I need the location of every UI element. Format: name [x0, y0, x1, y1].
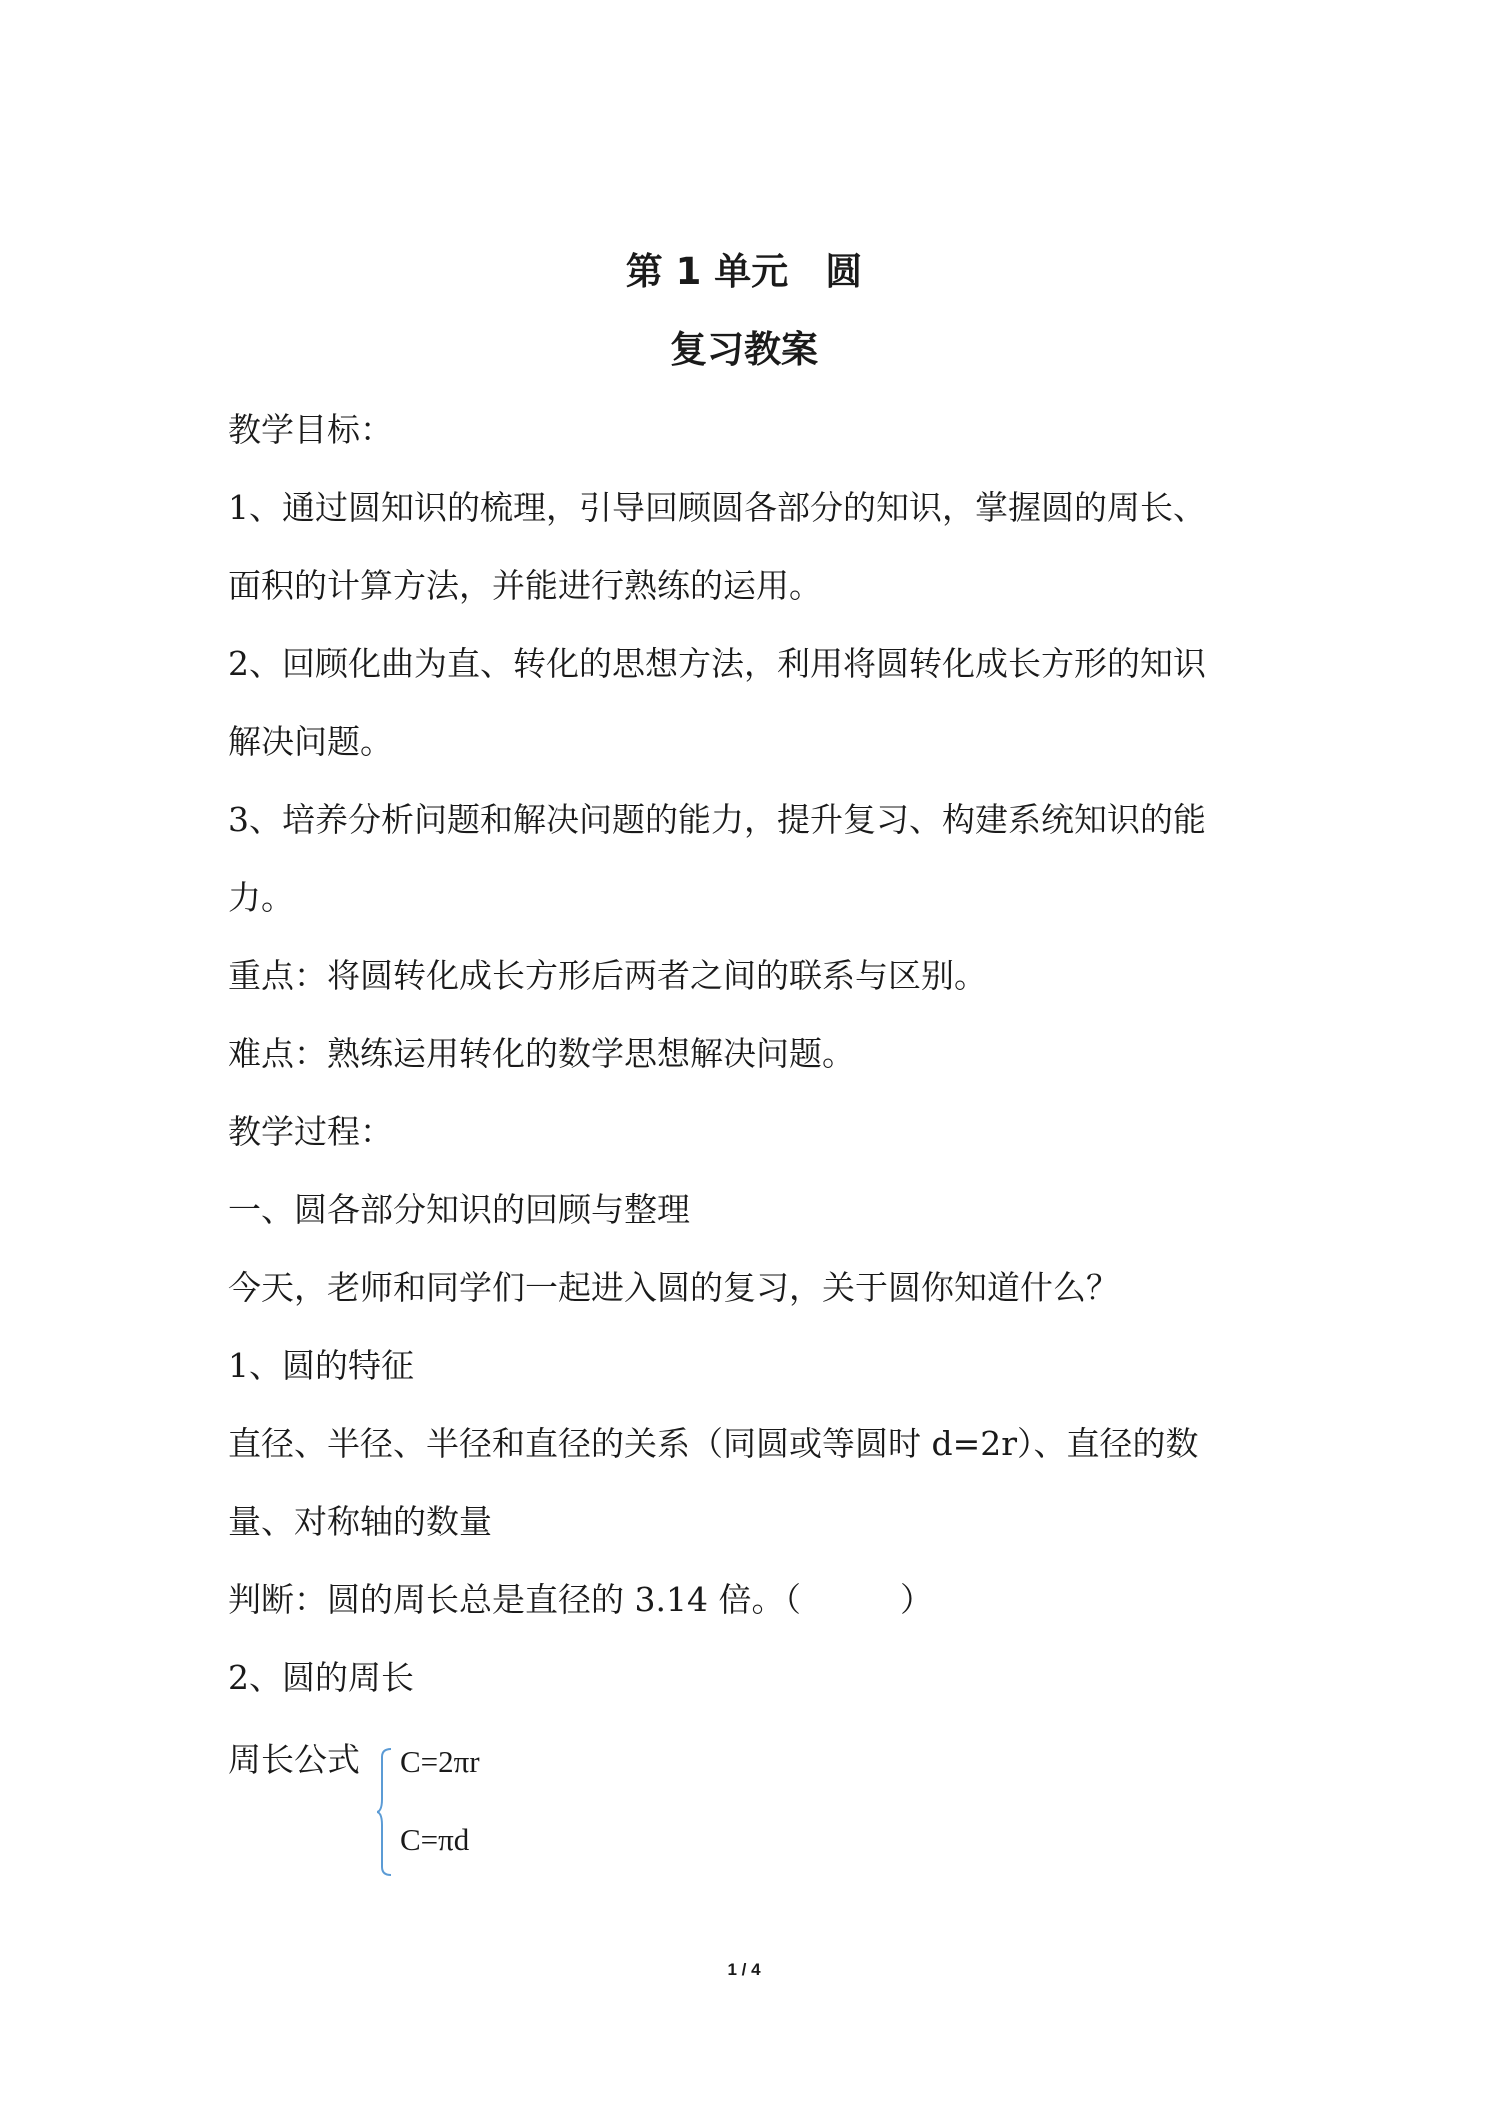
section-heading-objectives: 教学目标：: [228, 410, 393, 449]
formula-circumference-radius: C=2πr: [400, 1744, 480, 1779]
paragraph-line: 面积的计算方法，并能进行熟练的运用。: [228, 566, 822, 605]
formula-label: 周长公式: [228, 1740, 360, 1779]
formula-circumference-diameter: C=πd: [400, 1822, 470, 1857]
judgment-question: 判断：圆的周长总是直径的 3.14 倍。（ ）: [228, 1580, 933, 1619]
paragraph-line: 直径、半径、半径和直径的关系（同圆或等圆时 d=2r）、直径的数: [228, 1424, 1199, 1463]
paragraph-line: 2、回顾化曲为直、转化的思想方法，利用将圆转化成长方形的知识: [228, 644, 1206, 683]
paragraph-line: 1、通过圆知识的梳理，引导回顾圆各部分的知识，掌握圆的周长、: [228, 488, 1206, 527]
paragraph-line: 量、对称轴的数量: [228, 1502, 492, 1541]
key-point-line: 重点：将圆转化成长方形后两者之间的联系与区别。: [228, 956, 987, 995]
paragraph-line: 力。: [228, 878, 294, 917]
brace-icon: [377, 1747, 397, 1877]
page-number: 1 / 4: [727, 1960, 761, 1979]
document-subtitle: 复习教案: [670, 328, 818, 371]
paragraph-line: 1、圆的特征: [228, 1346, 414, 1385]
document-title: 第 1 单元 圆: [625, 250, 863, 293]
paragraph-line: 今天，老师和同学们一起进入圆的复习，关于圆你知道什么？: [228, 1268, 1119, 1307]
section-heading-process: 教学过程：: [228, 1112, 393, 1151]
paragraph-line: 2、圆的周长: [228, 1658, 414, 1697]
paragraph-line: 一、圆各部分知识的回顾与整理: [228, 1190, 690, 1229]
difficulty-line: 难点：熟练运用转化的数学思想解决问题。: [228, 1034, 855, 1073]
paragraph-line: 解决问题。: [228, 722, 393, 761]
paragraph-line: 3、培养分析问题和解决问题的能力，提升复习、构建系统知识的能: [228, 800, 1206, 839]
